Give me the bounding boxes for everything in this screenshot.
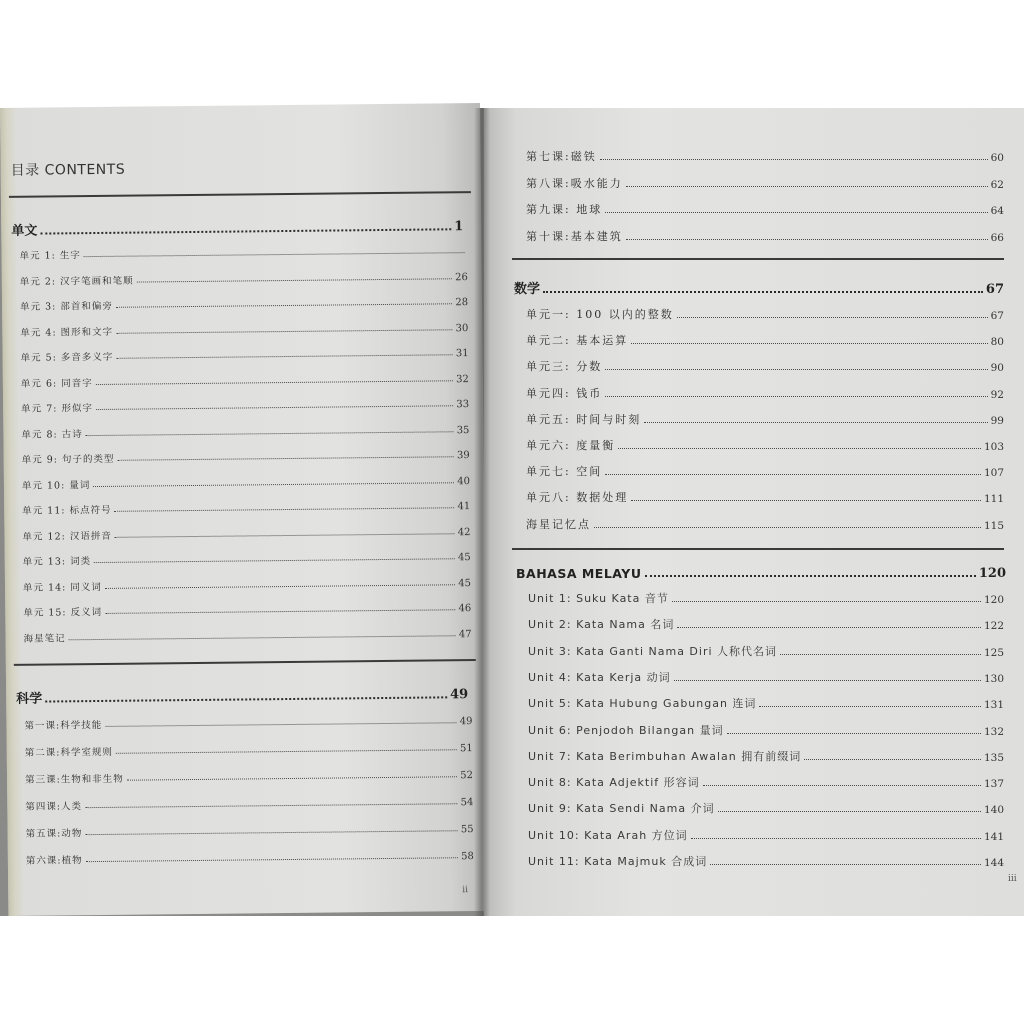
toc-entry xyxy=(528,774,1004,790)
toc-entry xyxy=(21,345,469,364)
entry-label: 单元四: 钱币 xyxy=(526,386,603,400)
toc-entry xyxy=(528,669,1004,685)
toc-entry xyxy=(22,524,470,543)
toc-entry xyxy=(25,740,473,759)
toc-entry xyxy=(20,269,468,288)
entry-label: 单元 9: 句子的类型 xyxy=(21,453,115,466)
entry-page-number: 46 xyxy=(458,603,472,615)
toc-entry xyxy=(23,575,471,594)
entry-page-number: 41 xyxy=(457,501,471,513)
entry-page-number: 49 xyxy=(459,716,473,728)
entry-label: 单元一: 100 以内的整数 xyxy=(526,308,674,321)
dot-leader xyxy=(85,803,458,808)
entry-page-number: 39 xyxy=(456,450,470,462)
entry-page-number: 132 xyxy=(983,725,1004,738)
dot-leader xyxy=(605,212,987,213)
toc-entry xyxy=(526,516,1004,532)
toc-entry xyxy=(528,722,1004,738)
entry-label: 第九课: 地球 xyxy=(526,203,603,216)
entry-label: 单元七: 空间 xyxy=(526,465,603,479)
dot-leader xyxy=(691,838,981,839)
entry-label: 第六课:植物 xyxy=(25,855,83,867)
toc-entry xyxy=(528,695,1004,711)
toc-entry xyxy=(526,385,1004,401)
dot-leader xyxy=(105,609,455,614)
dot-leader xyxy=(86,857,459,862)
dot-leader xyxy=(94,558,455,563)
entry-label: 第五课:动物 xyxy=(25,828,83,840)
toc-entry xyxy=(26,821,474,840)
entry-label: Unit 7: Kata Berimbuhan Awalan 拥有前缀词 xyxy=(528,749,802,763)
entry-page-number: 115 xyxy=(983,519,1004,532)
entry-page-number: 47 xyxy=(458,628,472,640)
dot-leader xyxy=(674,680,981,681)
entry-page-number: 31 xyxy=(455,348,469,360)
entry-label: 单元 14: 同义词 xyxy=(22,581,102,594)
title-rule xyxy=(9,191,471,198)
entry-page-number: 67 xyxy=(985,282,1004,297)
entry-page-number: 140 xyxy=(983,804,1004,817)
entry-label: 单元八: 数据处理 xyxy=(526,491,629,505)
entry-label: 单元 11: 标点符号 xyxy=(22,504,112,517)
toc-entry xyxy=(19,243,467,262)
dot-leader xyxy=(618,448,981,449)
entry-page-number: 26 xyxy=(455,271,468,283)
toc-entry xyxy=(22,447,470,466)
dot-leader xyxy=(86,431,454,436)
entry-label: 海星笔记 xyxy=(23,632,66,645)
dot-leader xyxy=(137,278,452,282)
entry-page-number: 144 xyxy=(983,857,1004,869)
entry-label: Unit 3: Kata Ganti Nama Diri 人称代名词 xyxy=(528,644,778,658)
entry-label: BAHASA MELAYU xyxy=(516,566,642,581)
dot-leader xyxy=(116,303,452,308)
dot-leader xyxy=(85,830,458,835)
entry-label: 单元 12: 汉语拼音 xyxy=(22,530,112,543)
entry-label: 第一课:科学技能 xyxy=(24,719,103,732)
section-rule xyxy=(14,659,476,666)
entry-label: 数学 xyxy=(514,282,541,297)
toc-entry xyxy=(526,411,1004,427)
entry-label: Unit 9: Kata Sendi Nama 介词 xyxy=(528,802,715,816)
dot-leader xyxy=(727,733,981,734)
entry-page-number: 90 xyxy=(990,362,1004,375)
toc-entry xyxy=(526,358,1004,374)
dot-leader xyxy=(93,482,454,487)
dot-leader xyxy=(69,635,456,640)
entry-page-number: 52 xyxy=(460,770,474,782)
dot-leader xyxy=(718,811,981,812)
entry-label: 单元五: 时间与时刻 xyxy=(526,412,642,426)
toc-entry xyxy=(21,396,469,415)
entry-page-number: 35 xyxy=(456,424,470,436)
entry-page-number: 107 xyxy=(983,467,1004,480)
dot-leader xyxy=(804,759,981,760)
entry-label: 海星记忆点 xyxy=(526,517,591,531)
entry-label: 单元 8: 古诗 xyxy=(21,428,83,441)
dot-leader xyxy=(40,228,451,234)
toc-entry xyxy=(26,848,474,867)
entry-label: 单元 2: 汉字笔画和笔顺 xyxy=(19,275,134,288)
entry-label: Unit 11: Kata Majmuk 合成词 xyxy=(528,855,708,868)
toc-entry xyxy=(25,767,473,786)
toc-entry xyxy=(526,201,1004,217)
toc-entry xyxy=(528,643,1004,659)
toc-entry xyxy=(23,626,471,645)
toc-entry xyxy=(528,616,1004,632)
dot-leader xyxy=(105,584,455,589)
entry-label: 第十课:基本建筑 xyxy=(526,229,623,243)
dot-leader xyxy=(116,749,457,754)
entry-page-number: 33 xyxy=(456,399,470,411)
dot-leader xyxy=(127,776,458,780)
toc-entry xyxy=(526,489,1004,505)
book-spine-shadow xyxy=(474,108,490,916)
entry-page-number: 141 xyxy=(983,830,1004,843)
toc-entry xyxy=(526,228,1004,244)
toc-entry xyxy=(22,473,470,492)
entry-page-number: 111 xyxy=(983,493,1004,506)
entry-label: Unit 8: Kata Adjektif 形容词 xyxy=(528,776,700,790)
entry-label: 第八课:吸水能力 xyxy=(526,176,623,190)
entry-page-number: 130 xyxy=(983,672,1004,685)
dot-leader xyxy=(116,329,452,334)
dot-leader xyxy=(780,654,981,655)
entry-label: 第三课:生物和非生物 xyxy=(24,773,124,786)
dot-leader xyxy=(117,456,453,461)
toc-entry xyxy=(23,549,471,568)
dot-leader xyxy=(626,239,988,240)
dot-leader xyxy=(84,252,465,257)
entry-page-number: 28 xyxy=(455,297,469,309)
toc-entry xyxy=(526,463,1004,479)
contents-title: 目录 CONTENTS xyxy=(10,161,126,179)
entry-label: 单元 1: 生字 xyxy=(19,250,81,262)
open-book xyxy=(0,108,1024,916)
dot-leader xyxy=(115,533,455,538)
section-heading-math xyxy=(514,278,1004,297)
entry-page-number: 49 xyxy=(449,687,469,703)
entry-label: 单元 3: 部首和偏旁 xyxy=(20,300,113,313)
entry-page-number: 45 xyxy=(458,577,472,589)
toc-entry xyxy=(22,498,470,517)
dot-leader xyxy=(703,785,981,786)
toc-entry xyxy=(25,794,473,813)
dot-leader xyxy=(105,722,457,727)
entry-label: 第四课:人类 xyxy=(25,801,83,813)
section-heading-bahasa-melayu xyxy=(516,566,1006,581)
entry-label: 单元二: 基本运算 xyxy=(526,334,629,348)
entry-label: 科学 xyxy=(16,691,43,707)
entry-label: 单元三: 分数 xyxy=(526,360,603,374)
dot-leader xyxy=(626,186,988,187)
entry-label: Unit 10: Kata Arah 方位词 xyxy=(528,828,688,842)
right-page xyxy=(484,108,1024,916)
toc-entry xyxy=(20,294,468,313)
toc-entry xyxy=(528,827,1004,843)
entry-page-number: 99 xyxy=(990,414,1004,427)
entry-label: 单元 15: 反义词 xyxy=(23,606,103,619)
entry-label: 单元 5: 多音多义字 xyxy=(20,351,114,364)
entry-page-number: 120 xyxy=(978,566,1006,581)
math-rule xyxy=(512,258,1004,260)
toc-entry xyxy=(21,371,469,390)
entry-page-number: 45 xyxy=(457,552,471,564)
dot-leader xyxy=(605,474,981,475)
entry-page-number: 58 xyxy=(461,851,474,863)
entry-label: 单元六: 度量衡 xyxy=(526,439,616,452)
entry-label: Unit 6: Penjodoh Bilangan 量词 xyxy=(528,723,724,737)
entry-page-number: 92 xyxy=(990,388,1004,401)
toc-entry xyxy=(526,148,1004,164)
dot-leader xyxy=(543,291,983,293)
entry-page-number: 120 xyxy=(983,594,1004,606)
toc-entry xyxy=(526,175,1004,191)
entry-page-number: 62 xyxy=(990,178,1004,191)
dot-leader xyxy=(677,627,981,628)
entry-page-number: 66 xyxy=(990,231,1004,244)
entry-page-number: 125 xyxy=(983,646,1004,659)
dot-leader xyxy=(672,601,981,602)
entry-label: 单元 13: 词类 xyxy=(22,556,92,568)
section-heading-science xyxy=(16,683,468,707)
page-number-right: iii xyxy=(1008,874,1017,884)
entry-label: Unit 1: Suku Kata 音节 xyxy=(528,592,669,605)
toc-entry xyxy=(526,306,1004,322)
dot-leader xyxy=(594,527,981,528)
dot-leader xyxy=(631,500,981,501)
dot-leader xyxy=(605,369,987,370)
entry-label: 单元 10: 量词 xyxy=(21,479,91,492)
toc-entry xyxy=(23,600,471,619)
toc-entry xyxy=(528,800,1004,816)
dot-leader xyxy=(710,864,981,865)
toc-entry xyxy=(24,713,472,732)
dot-leader xyxy=(631,343,987,344)
bm-rule xyxy=(512,548,1004,550)
entry-page-number: 51 xyxy=(459,743,473,755)
entry-label: 单元 4: 图形和文字 xyxy=(20,326,114,339)
dot-leader xyxy=(645,575,976,577)
entry-page-number: 67 xyxy=(990,310,1004,322)
entry-page-number: 64 xyxy=(990,205,1004,217)
entry-label: 第七课:磁铁 xyxy=(526,150,597,163)
toc-entry xyxy=(526,437,1004,453)
dot-leader xyxy=(600,159,988,160)
toc-entry xyxy=(528,748,1004,764)
page-number-left: ii xyxy=(462,885,469,896)
dot-leader xyxy=(116,354,452,359)
left-page xyxy=(0,103,488,916)
dot-leader xyxy=(96,405,453,410)
entry-label: 单元 7: 形似字 xyxy=(21,403,94,415)
entry-page-number: 137 xyxy=(983,778,1004,791)
dot-leader xyxy=(115,507,455,512)
dot-leader xyxy=(605,396,987,397)
entry-page-number: 55 xyxy=(460,824,474,836)
entry-page-number: 30 xyxy=(455,322,469,334)
entry-label: Unit 4: Kata Kerja 动词 xyxy=(528,670,671,684)
toc-entry xyxy=(528,853,1004,869)
entry-page-number: 131 xyxy=(983,699,1004,712)
entry-page-number: 54 xyxy=(460,797,474,809)
dot-leader xyxy=(96,380,453,385)
entry-label: 第二课:科学室规则 xyxy=(24,746,114,759)
toc-entry xyxy=(526,332,1004,348)
toc-entry xyxy=(20,320,468,339)
entry-label: Unit 2: Kata Nama 名词 xyxy=(528,618,675,632)
entry-page-number: 32 xyxy=(456,373,469,385)
entry-label: Unit 5: Kata Hubung Gabungan 连词 xyxy=(528,697,757,711)
toc-entry xyxy=(528,590,1004,606)
entry-page-number: 103 xyxy=(983,441,1004,453)
toc-entry xyxy=(21,422,469,441)
dot-leader xyxy=(644,422,987,423)
entry-page-number: 40 xyxy=(457,475,470,487)
entry-page-number: 60 xyxy=(990,152,1004,164)
entry-label: 单元 6: 同音字 xyxy=(20,377,93,390)
entry-page-number: 80 xyxy=(990,336,1004,349)
section-heading-chinese xyxy=(11,215,463,239)
dot-leader xyxy=(45,696,447,702)
entry-page-number: 1 xyxy=(454,219,464,235)
entry-page-number: 135 xyxy=(983,751,1004,764)
entry-page-number: 122 xyxy=(983,620,1004,633)
dot-leader xyxy=(759,706,981,707)
dot-leader xyxy=(677,317,988,318)
entry-label: 单文 xyxy=(11,223,38,239)
entry-page-number: 42 xyxy=(457,526,471,538)
